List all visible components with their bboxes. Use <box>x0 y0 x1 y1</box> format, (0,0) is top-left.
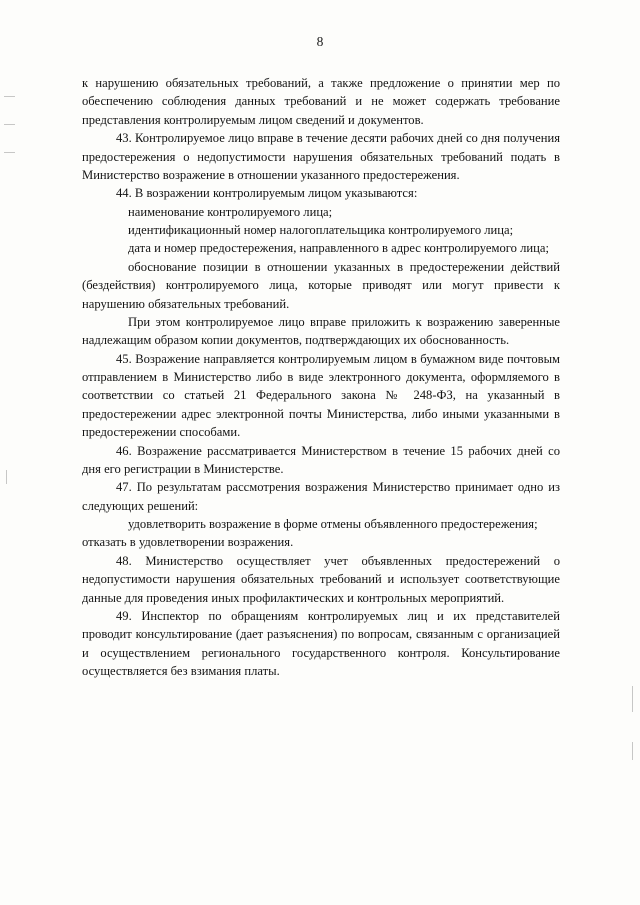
scan-artifact <box>6 470 7 484</box>
document-body <box>82 74 560 680</box>
paragraph: обоснование позиции в отношении указанных в предостережении действий (бездействия) контролируемого лица, которые приводят или могут привести к нарушению обязательных требований. <box>82 259 560 311</box>
paragraph-item-43: 43. Контролируемое лицо вправе в течение десяти рабочих дней со дня получения предостережения о недопустимости нарушения обязательных требований подать в Министерство возражение в отношении указанного предостережения. <box>82 131 560 182</box>
paragraph-item-49: 49. Инспектор по обращениям контролируемых лиц и их представителей проводит консультирование (дает разъяснения) по вопросам, связанным с организацией и осуществлением регионального государственного контроля. Консультирование осуществляется без взимания платы. <box>82 608 560 678</box>
scan-artifact <box>632 742 633 760</box>
paragraph-item-45: 45. Возражение направляется контролируемым лицом в бумажном виде почтовым отправлением в Министерство либо в виде электронного документа, оформляемого в соответствии со статьей 21 Федерального закона № 248-ФЗ, на указанный в предостережении адрес электронной почты Министерства, либо иными указанными в предостережении способами. <box>82 351 560 440</box>
paragraph-item-44: 44. В возражении контролируемым лицом указываются: <box>116 186 418 201</box>
paragraph-item-46: 46. Возражение рассматривается Министерством в течение 15 рабочих дней со дня его регистрации в Министерстве. <box>82 443 560 476</box>
paragraph: удовлетворить возражение в форме отмены объявленного предостережения; <box>128 517 538 531</box>
paragraph: дата и номер предостережения, направленного в адрес контролируемого лица; <box>128 241 549 256</box>
paragraph-item-47: 47. По результатам рассмотрения возражения Министерство принимает одно из следующих решений: <box>82 480 560 513</box>
paragraph: При этом контролируемое лицо вправе приложить к возражению заверенные надлежащим образом копии документов, подтверждающих их обоснованность. <box>82 314 560 348</box>
paragraph: наименование контролируемого лица; <box>128 204 333 219</box>
scan-artifact <box>632 686 633 712</box>
paragraph: идентификационный номер налогоплательщика контролируемого лица; <box>128 223 514 237</box>
scan-artifact <box>4 152 15 153</box>
scan-artifact <box>4 96 15 97</box>
paragraph-item-48: 48. Министерство осуществляет учет объявленных предостережений о недопустимости нарушения обязательных требований и использует соответствующие данные для проведения иных профилактических и контрольных мероприятий. <box>82 553 560 605</box>
scan-artifact <box>4 124 15 125</box>
paragraph: к нарушению обязательных требований, а также предложение о принятии мер по обеспечению соблюдения данных требований и не может содержать требование представления контролируемым лицом сведений и документов. <box>82 76 560 127</box>
paragraph: отказать в удовлетворении возражения. <box>82 535 294 550</box>
page-number: 8 <box>316 34 324 49</box>
